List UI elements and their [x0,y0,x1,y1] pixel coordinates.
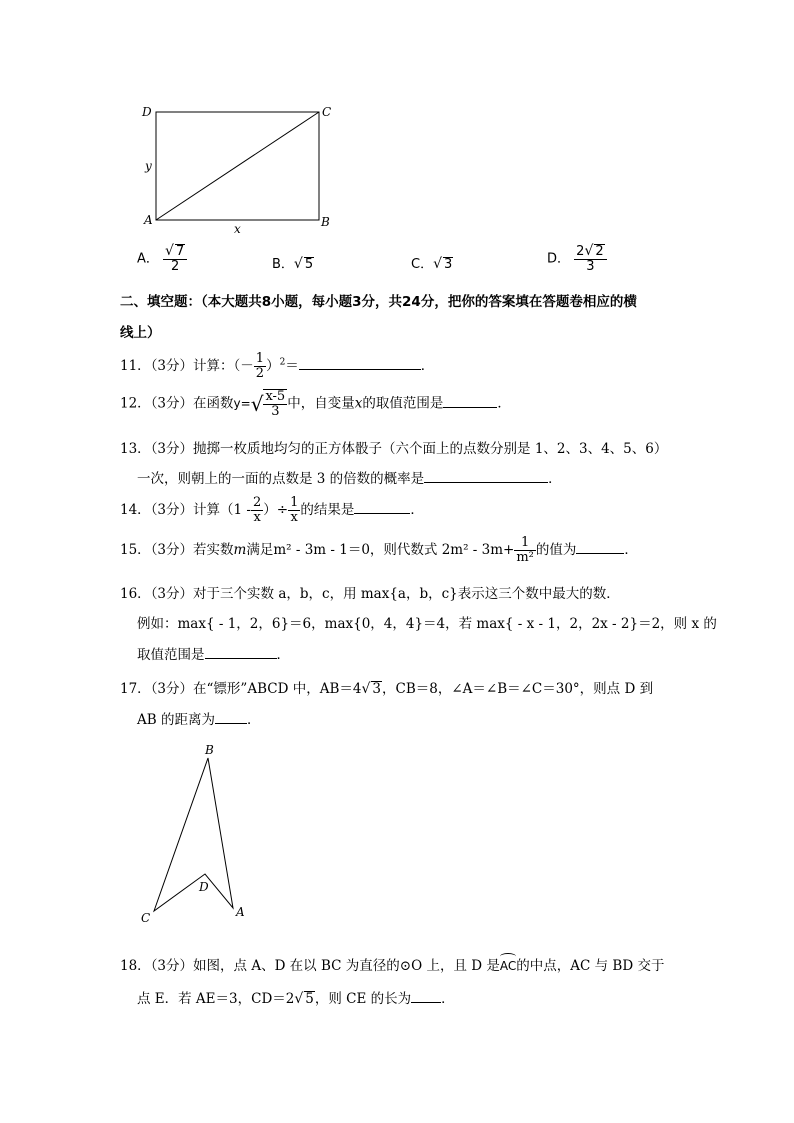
q11-text-b: ） [266,358,280,374]
q13-answer-blank[interactable] [424,469,548,483]
section-heading-line2: 线上） [120,325,161,341]
q18-line1-b: 的中点，AC 与 BD 交于 [516,958,665,974]
q14-text-b: ）÷ [263,502,289,518]
option-a-letter: A． [137,251,159,267]
q15-text-c: 的值为 [535,542,577,558]
option-a-denominator: 2 [171,259,180,274]
q14-fraction-1: $\frac{2}{x}$ [252,495,262,525]
q18-line1-a: 如图，点 A、D 在以 BC 为直径的⊙O 上，且 D 是 [193,958,500,974]
option-a-radicand: 7 [175,244,185,259]
q12-radicand-fraction: $\frac{x-5}{3}$ [265,389,286,419]
question-18-line2: 点 E．若 AE＝3，CD＝2√ 5，则 CE 的长为 ． [137,991,455,1007]
q18-arc-ac: AC [500,956,516,973]
option-b: B．√ 5 [272,256,314,272]
q14-score: （3分） [150,502,194,518]
question-12: 12．（3分）在函数y=√ $\frac{x-5}{3}$ 中，自变量x的取值范围是 ． [120,389,511,419]
q12-score: （3分） [150,395,194,412]
q18-score: （3分） [150,958,194,974]
q17-radicand: 3 [372,681,381,697]
q14-number: 14． [120,502,151,518]
q14-fraction-2: $\frac{1}{x}$ [290,495,299,525]
option-d [547,244,607,274]
q11-exponent: 2 [279,357,286,368]
question-11 [120,352,434,381]
q12-var: x [354,395,363,412]
option-d-letter: D． [547,251,571,267]
q14-text-c: 的结果是 [300,502,355,518]
label-d-dart: D [199,880,209,894]
q15-number: 15． [120,542,151,558]
q16-line1: 对于三个实数 a，b，c，用 max{a，b，c}表示这三个数中最大的数． [193,586,620,602]
q15-fraction: $\frac{1}{\text{m²}}$ [516,535,534,565]
q16-line3: 取值范围是 [137,647,205,663]
q12-y: y= [233,396,251,411]
q16-end: ． [276,647,290,663]
q11-answer-blank[interactable] [299,356,421,370]
q15-end: ． [624,542,638,558]
option-a [137,244,187,274]
question-18-line1 [120,954,664,974]
q18-number: 18． [120,958,151,974]
dart-abcd [154,758,233,911]
q17-line2: AB 的距离为 [137,712,215,728]
q12-answer-blank[interactable] [443,394,497,408]
label-d: D [142,105,152,119]
question-14 [120,496,424,525]
q13-score: （3分） [150,441,194,457]
q11-score: （3分） [150,358,194,374]
q11-number: 11． [120,358,151,374]
label-a-dart: A [236,905,245,919]
q13-number: 13． [120,441,151,457]
q13-end: ． [548,471,562,487]
q15-m: m [233,542,247,558]
diagonal-ac [156,112,319,220]
q17-line1-b: ，CB＝8，∠A＝∠B＝∠C＝30°，则点 D 到 [381,681,654,697]
q16-number: 16． [120,586,151,602]
dart-figure [135,738,255,928]
q17-line1-a: 在“镖形”ABCD 中，AB＝4 [193,681,362,697]
option-d-coef: 2 [576,244,585,259]
q12-number: 12． [120,395,151,412]
label-y: y [145,159,152,173]
option-b-radicand: 5 [304,257,314,272]
q18-line2-b: ，则 CE 的长为 [314,991,412,1007]
option-d-denominator: 3 [586,259,595,274]
q18-answer-blank[interactable] [411,989,441,1003]
question-15 [120,536,638,565]
q11-fraction: $\frac{1}{2}$ [255,351,265,381]
q15-score: （3分） [150,542,194,558]
q17-answer-blank[interactable] [215,710,247,724]
label-b-dart: B [205,743,214,757]
label-a: A [144,213,153,227]
option-d-radicand: 2 [595,244,604,259]
q18-line2-a: 点 E．若 AE＝3，CD＝2 [137,991,295,1007]
q11-text-a: 计算：（－ [193,358,254,374]
section-heading-line1: 二、填空题：（本大题共8小题，每小题3分，共24分，把你的答案填在答题卷相应的横 [120,294,637,310]
q11-text-c: ＝ [285,358,299,374]
q15-text-b: 满足 [246,542,274,558]
option-c: C．√ 3 [411,256,453,272]
q15-text-a: 若实数 [193,542,234,558]
q14-end: ． [410,502,424,518]
rectangle-figure [130,100,340,240]
q15-equation: m² - 3m - 1＝0，则代数式 2m² - 3m+ [273,542,515,558]
question-13-line1 [120,437,667,457]
question-16-line2: 例如：max{ - 1，2，6}＝6，max{0，4，4}＝4，若 max{ - x - 1，2，2x - 2}＝2，则 x 的 [137,616,717,632]
q17-score: （3分） [150,681,194,697]
q12-text-c: 的取值范围是 [362,395,444,412]
option-d-fraction: $\frac{2√ 2}{3}$ [574,244,606,274]
option-a-fraction: $\frac{√ 7}{2}$ [163,244,187,274]
q14-answer-blank[interactable] [354,500,410,514]
q13-line2: 一次，则朝上的一面的点数是 3 的倍数的概率是 [137,471,425,487]
label-c-dart: C [141,911,151,925]
q13-line1: 抛掷一枚质地均匀的正方体骰子（六个面上的点数分别是 1、2、3、4、5、6） [193,441,668,457]
label-b: B [321,215,330,229]
option-b-letter: B． [272,257,294,272]
option-c-radicand: 3 [444,257,453,272]
q17-number: 17． [120,681,151,697]
label-c: C [322,105,332,119]
question-16-line3 [137,643,290,663]
q11-end: ． [420,358,435,374]
label-x: x [234,222,241,236]
q12-text-b: 中，自变量 [287,395,355,412]
q12-text-a: 在函数 [193,395,234,412]
q16-score: （3分） [150,586,194,602]
question-16-line1 [120,582,620,602]
q18-radicand: 5 [305,991,314,1007]
q18-end: ． [441,991,455,1007]
q12-end: ． [497,395,511,412]
question-13-line2 [137,467,562,487]
option-c-letter: C． [411,257,434,272]
question-17-line2 [137,708,260,728]
q17-end: ． [246,712,261,728]
q14-text-a: 计算（1 - [193,502,251,518]
q15-answer-blank[interactable] [576,540,624,554]
q16-answer-blank[interactable] [205,645,277,659]
question-17-line1: 17．（3分）在“镖形”ABCD 中，AB＝4√ 3，CB＝8，∠A＝∠B＝∠C＝30°，则点 D 到 [120,681,654,697]
